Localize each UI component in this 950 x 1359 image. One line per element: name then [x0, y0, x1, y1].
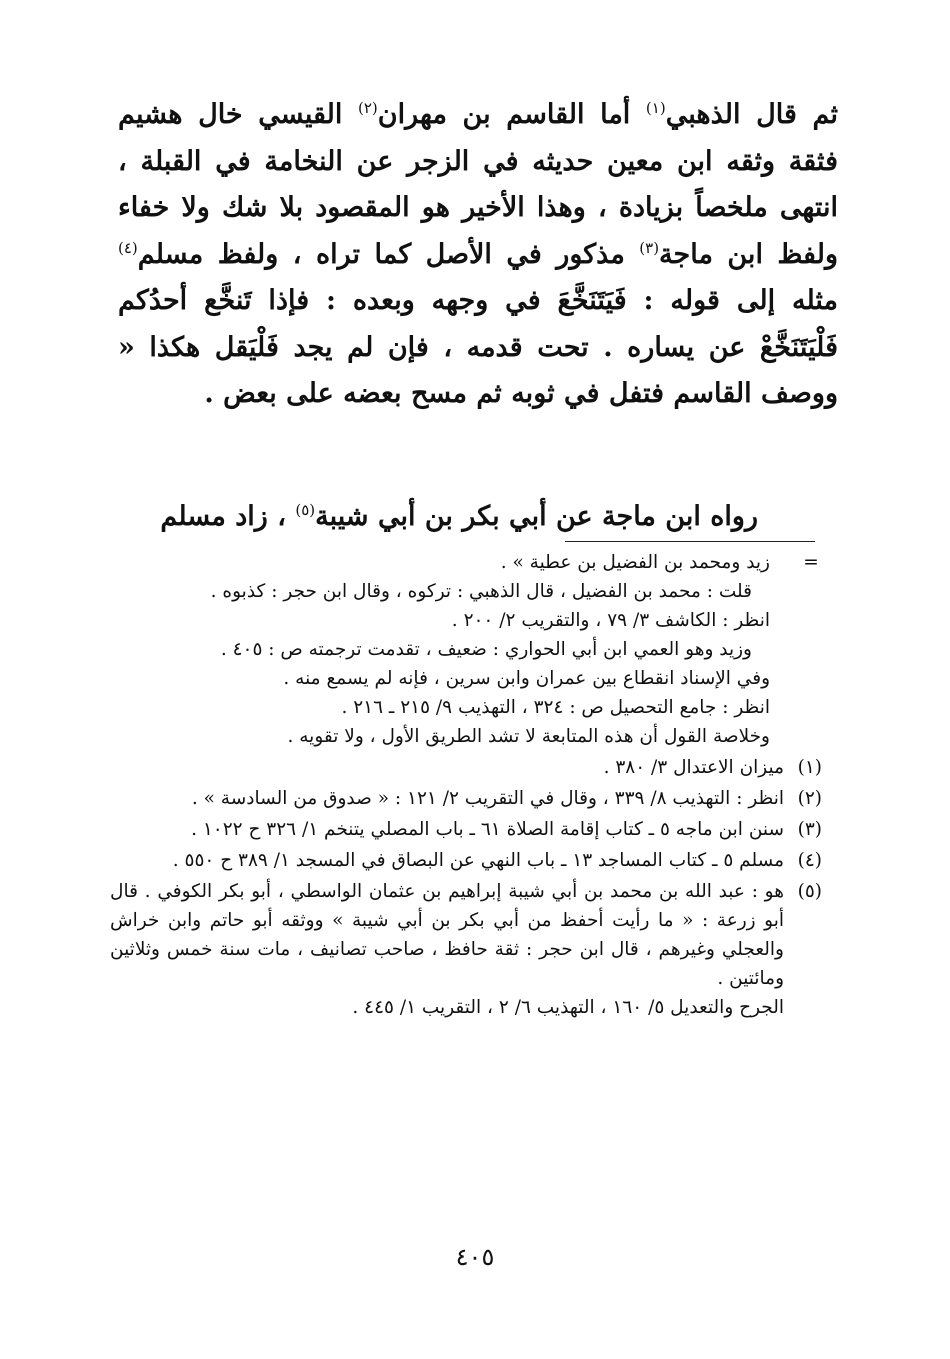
footnote-number: (٤) [797, 850, 822, 871]
footnote-text: ميزان الاعتدال ٣/ ٣٨٠ . [603, 757, 784, 778]
note-line: وزيد وهو العمي ابن أبي الحواري : ضعيف ، تقدمت ترجمته ص : ٤٠٥ . [220, 639, 752, 660]
footnote-number: (٥) [797, 881, 822, 902]
footnote-body [110, 877, 784, 1022]
text-run: القيسي خال هشيم فثقة وثقه ابن معين حديثه في الزجر عن النخامة في القبلة ، انتهى ملخصاً بزيادة ، وهذا الأخير هو المقصود بلا شك ولا خفاء ولفظ ابن ماجة [118, 99, 838, 270]
footnote-ref-3[interactable]: (٣) [639, 238, 660, 257]
main-text [118, 92, 838, 418]
text-run: ثم قال الذهبي [665, 99, 838, 130]
footnote-1 [110, 753, 822, 782]
footnote-3 [110, 815, 822, 844]
footnotes-section [110, 548, 822, 1022]
continuation-marker: = [803, 552, 819, 573]
footnote-2 [110, 784, 822, 813]
text-run: ، زاد مسلم [160, 501, 286, 532]
text-run: رواه ابن ماجة عن أبي بكر بن أبي شيبة [315, 501, 758, 532]
note-line: زيد ومحمد بن الفضيل بن عطية » . [500, 552, 770, 573]
footnote-4 [110, 846, 822, 875]
footnote-ref-5[interactable]: (٥) [295, 501, 316, 519]
note-line: وفي الإسناد انقطاع بين عمران وابن سرين ، فإنه لم يسمع منه . [283, 668, 770, 689]
footnote-reference-line: الجرح والتعديل ٥/ ١٦٠ ، التهذيب ٦/ ٢ ، التقريب ١/ ٤٤٥ . [352, 997, 784, 1018]
continuing-paragraph [118, 490, 758, 537]
footnote-separator [565, 541, 815, 542]
footnote-text: مسلم ٥ ـ كتاب المساجد ١٣ ـ باب النهي عن البصاق في المسجد ١/ ٣٨٩ ح ٥٥٠ . [172, 850, 784, 871]
text-run: مثله إلى قوله : فَيَتَنَخَّعَ في وجهه وبعده : فإذا تَنخَّع أحدُكم فَلْيَتَنَخَّعْ عن يساره . تحت قدمه ، فإن لم يجد فَلْيَقل هكذا « ووصف القاسم فتفل في ثوبه ثم مسح بعضه على بعض . [118, 285, 838, 409]
footnote-text: انظر : التهذيب ٨/ ٣٣٩ ، وقال في التقريب ٢/ ١٢١ : « صدوق من السادسة » . [191, 788, 784, 809]
note-line: انظر : الكاشف ٣/ ٧٩ ، والتقريب ٢/ ٢٠٠ . [451, 610, 770, 631]
note-line: وخلاصة القول أن هذه المتابعة لا تشد الطريق الأول ، ولا تقويه . [287, 726, 770, 747]
footnote-continuation [110, 548, 822, 751]
footnote-ref-4[interactable]: (٤) [118, 238, 138, 257]
footnote-text: هو : عبد الله بن محمد بن أبي شيبة إبراهيم بن عثمان الواسطي ، أبو بكر الكوفي . قال أبو زرعة : « ما رأيت أحفظ من أبي بكر بن أبي شيبة » ووثقه أبو حاتم وابن خراش والعجلي وغيرهم ، قال ابن حجر : ثقة حافظ ، صاحب تصانيف ، مات سنة خمس وثلاثين ومائتين . [110, 881, 784, 989]
footnote-text: سنن ابن ماجه ٥ ـ كتاب إقامة الصلاة ٦١ ـ باب المصلي يتنخم ١/ ٣٢٦ ح ١٠٢٢ . [191, 819, 784, 840]
footnote-ref-1[interactable]: (١) [645, 99, 666, 117]
text-run: أما القاسم بن مهران [377, 99, 646, 130]
footnote-number: (٢) [797, 788, 822, 809]
note-line: قلت : محمد بن الفضيل ، قال الذهبي : تركوه ، وقال ابن حجر : كذبوه . [210, 581, 752, 602]
note-line: انظر : جامع التحصيل ص : ٣٢٤ ، التهذيب ٩/ ٢١٥ ـ ٢١٦ . [341, 697, 770, 718]
footnote-5 [110, 877, 822, 1022]
text-run: مذكور في الأصل كما تراه ، ولفظ مسلم [137, 238, 640, 270]
main-paragraph [118, 92, 838, 418]
page-number: ٤٠٥ [455, 1243, 495, 1271]
footnote-number: (٣) [797, 819, 822, 840]
footnote-ref-2[interactable]: (٢) [358, 99, 378, 117]
footnote-number: (١) [797, 757, 822, 778]
